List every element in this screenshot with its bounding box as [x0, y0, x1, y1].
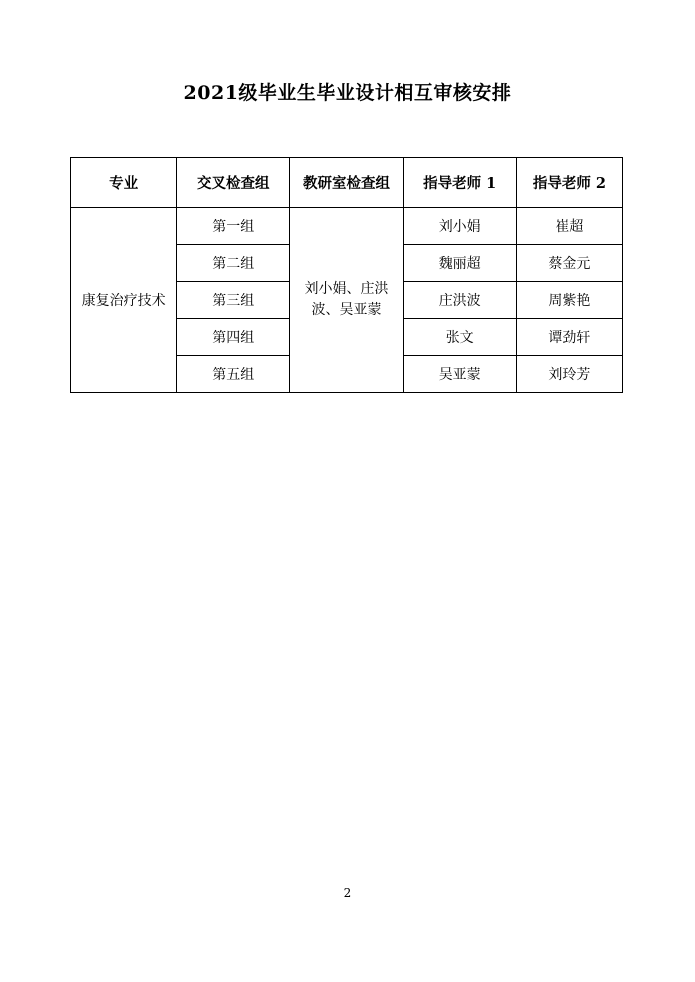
advisor-2-cell: 谭劲轩	[516, 319, 622, 356]
header-advisor-2: 指导老师 2	[516, 158, 622, 208]
page-title: 2021级毕业生毕业设计相互审核安排	[183, 82, 512, 104]
major-cell: 康复治疗技术	[71, 208, 177, 393]
header-dept-group: 教研室检查组	[290, 158, 403, 208]
header-cross-group: 交叉检查组	[177, 158, 290, 208]
cross-group-cell: 第一组	[177, 208, 290, 245]
advisor-2-cell: 崔超	[516, 208, 622, 245]
advisor-2-cell: 刘玲芳	[516, 356, 622, 393]
cross-group-cell: 第四组	[177, 319, 290, 356]
advisor-1-cell: 吴亚蒙	[403, 356, 516, 393]
cross-group-cell: 第五组	[177, 356, 290, 393]
cross-group-cell: 第二组	[177, 245, 290, 282]
review-schedule-table	[70, 157, 623, 393]
advisor-1-cell: 刘小娟	[403, 208, 516, 245]
table-header-row	[71, 158, 623, 208]
advisor-2-cell: 周紫艳	[516, 282, 622, 319]
advisor-1-cell: 魏丽超	[403, 245, 516, 282]
advisor-2-cell: 蔡金元	[516, 245, 622, 282]
advisor-1-cell: 张文	[403, 319, 516, 356]
page-number: 2	[343, 886, 352, 900]
cross-group-cell: 第三组	[177, 282, 290, 319]
advisor-1-cell: 庄洪波	[403, 282, 516, 319]
table-row	[71, 208, 623, 245]
dept-group-cell: 刘小娟、庄洪波、吴亚蒙	[290, 208, 403, 393]
header-advisor-1: 指导老师 1	[403, 158, 516, 208]
header-major: 专业	[71, 158, 177, 208]
